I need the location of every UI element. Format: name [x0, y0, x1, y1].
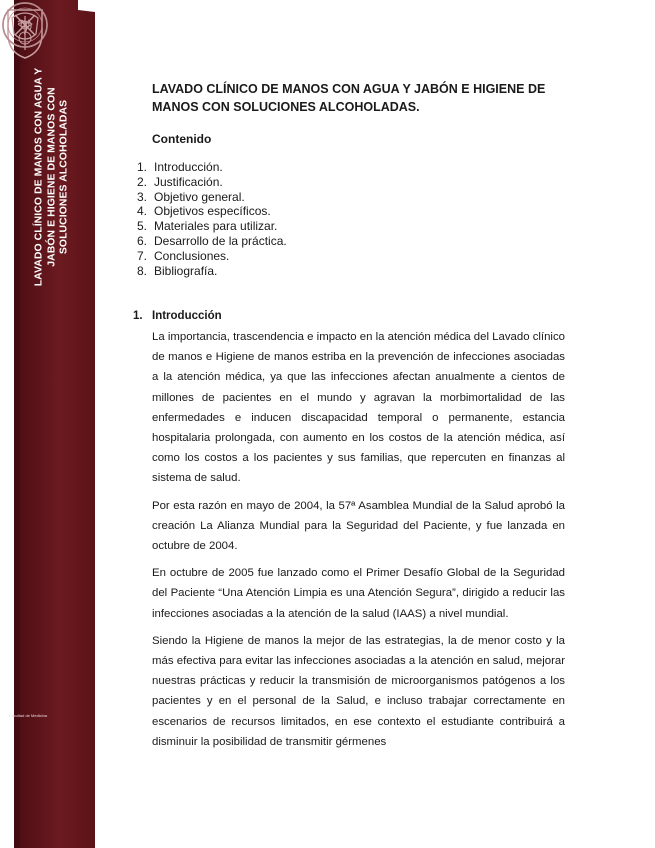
toc-item: 1. Introducción.	[137, 160, 223, 174]
paragraph: La importancia, trascendencia e impacto en la atención médica del Lavado clínico de manos e Higiene de manos estriba en la prevención de infecciones asociadas a la atención médica, ya que las infecciones afectan anualmente a cientos de millones de pacientes en el mundo y agravan la morbimortalidad de las enfermedades e inducen discapacidad temporal o permanente, estancia hospitalaria prolongada, con aumento en los costos de la atención médica, así como los costos a los pacientes y sus familias, que repercuten en finanzas al sistema de salud.	[152, 331, 565, 485]
toc-item: 2. Justificación.	[137, 174, 223, 189]
document-title: LAVADO CLÍNICO DE MANOS CON AGUA Y JABÓN E HIGIENE DE MANOS CON SOLUCIONES ALCOHOLADAS.	[152, 82, 546, 114]
toc-item: 8. Bibliografía.	[137, 263, 218, 278]
toc-item: 6. Desarrollo de la práctica.	[137, 233, 287, 248]
table-of-contents	[137, 160, 287, 278]
toc-item: 7. Conclusiones.	[137, 248, 230, 263]
sidebar-title-line: JABÓN E HIGIENE DE MANOS CON	[45, 87, 57, 267]
faculty-label: Facultad de Medicina	[9, 713, 48, 718]
toc-item: 3. Objetivo general.	[137, 189, 245, 204]
paragraph: En octubre de 2005 fue lanzado como el Primer Desafío Global de la Seguridad del Paciente “Una Atención Limpia es una Atención Segura”, dirigido a reducir las infecciones asociadas a la atención de la salud (IAAS) a nivel mundial.	[152, 567, 565, 620]
paragraph: Por esta razón en mayo de 2004, la 57ª Asamblea Mundial de la Salud aprobó la creación La Alianza Mundial para la Seguridad del Paciente, y fue lanzada en octubre de 2004.	[152, 499, 565, 553]
paragraph: Siendo la Higiene de manos la mejor de las estrategias, la de menor costo y la más efectiva para evitar las infecciones asociadas a la atención en salud, mejorar nuestras prácticas y reducir la transmisión de microorganismos patógenos a los pacientes y en el personal de la Salud, e incluso trabajar correctamente en escenarios de recursos limitados, en ese contexto el estudiante contribuirá a disminuir la posibilidad de transmitir gérmenes	[152, 634, 565, 748]
section-title: Introducción	[152, 310, 222, 322]
section-number: 1.	[133, 310, 143, 322]
sidebar-title-line: SOLUCIONES ALCOHOLADAS	[58, 99, 70, 255]
sidebar-title-line: LAVADO CLÍNICO DE MANOS CON AGUA Y	[33, 67, 45, 287]
section-text	[152, 327, 565, 759]
toc-item: 4. Objetivos específicos.	[137, 204, 271, 219]
toc-heading: Contenido	[152, 132, 212, 146]
section-heading	[133, 310, 222, 322]
toc-item: 5. Materiales para utilizar.	[137, 219, 278, 234]
